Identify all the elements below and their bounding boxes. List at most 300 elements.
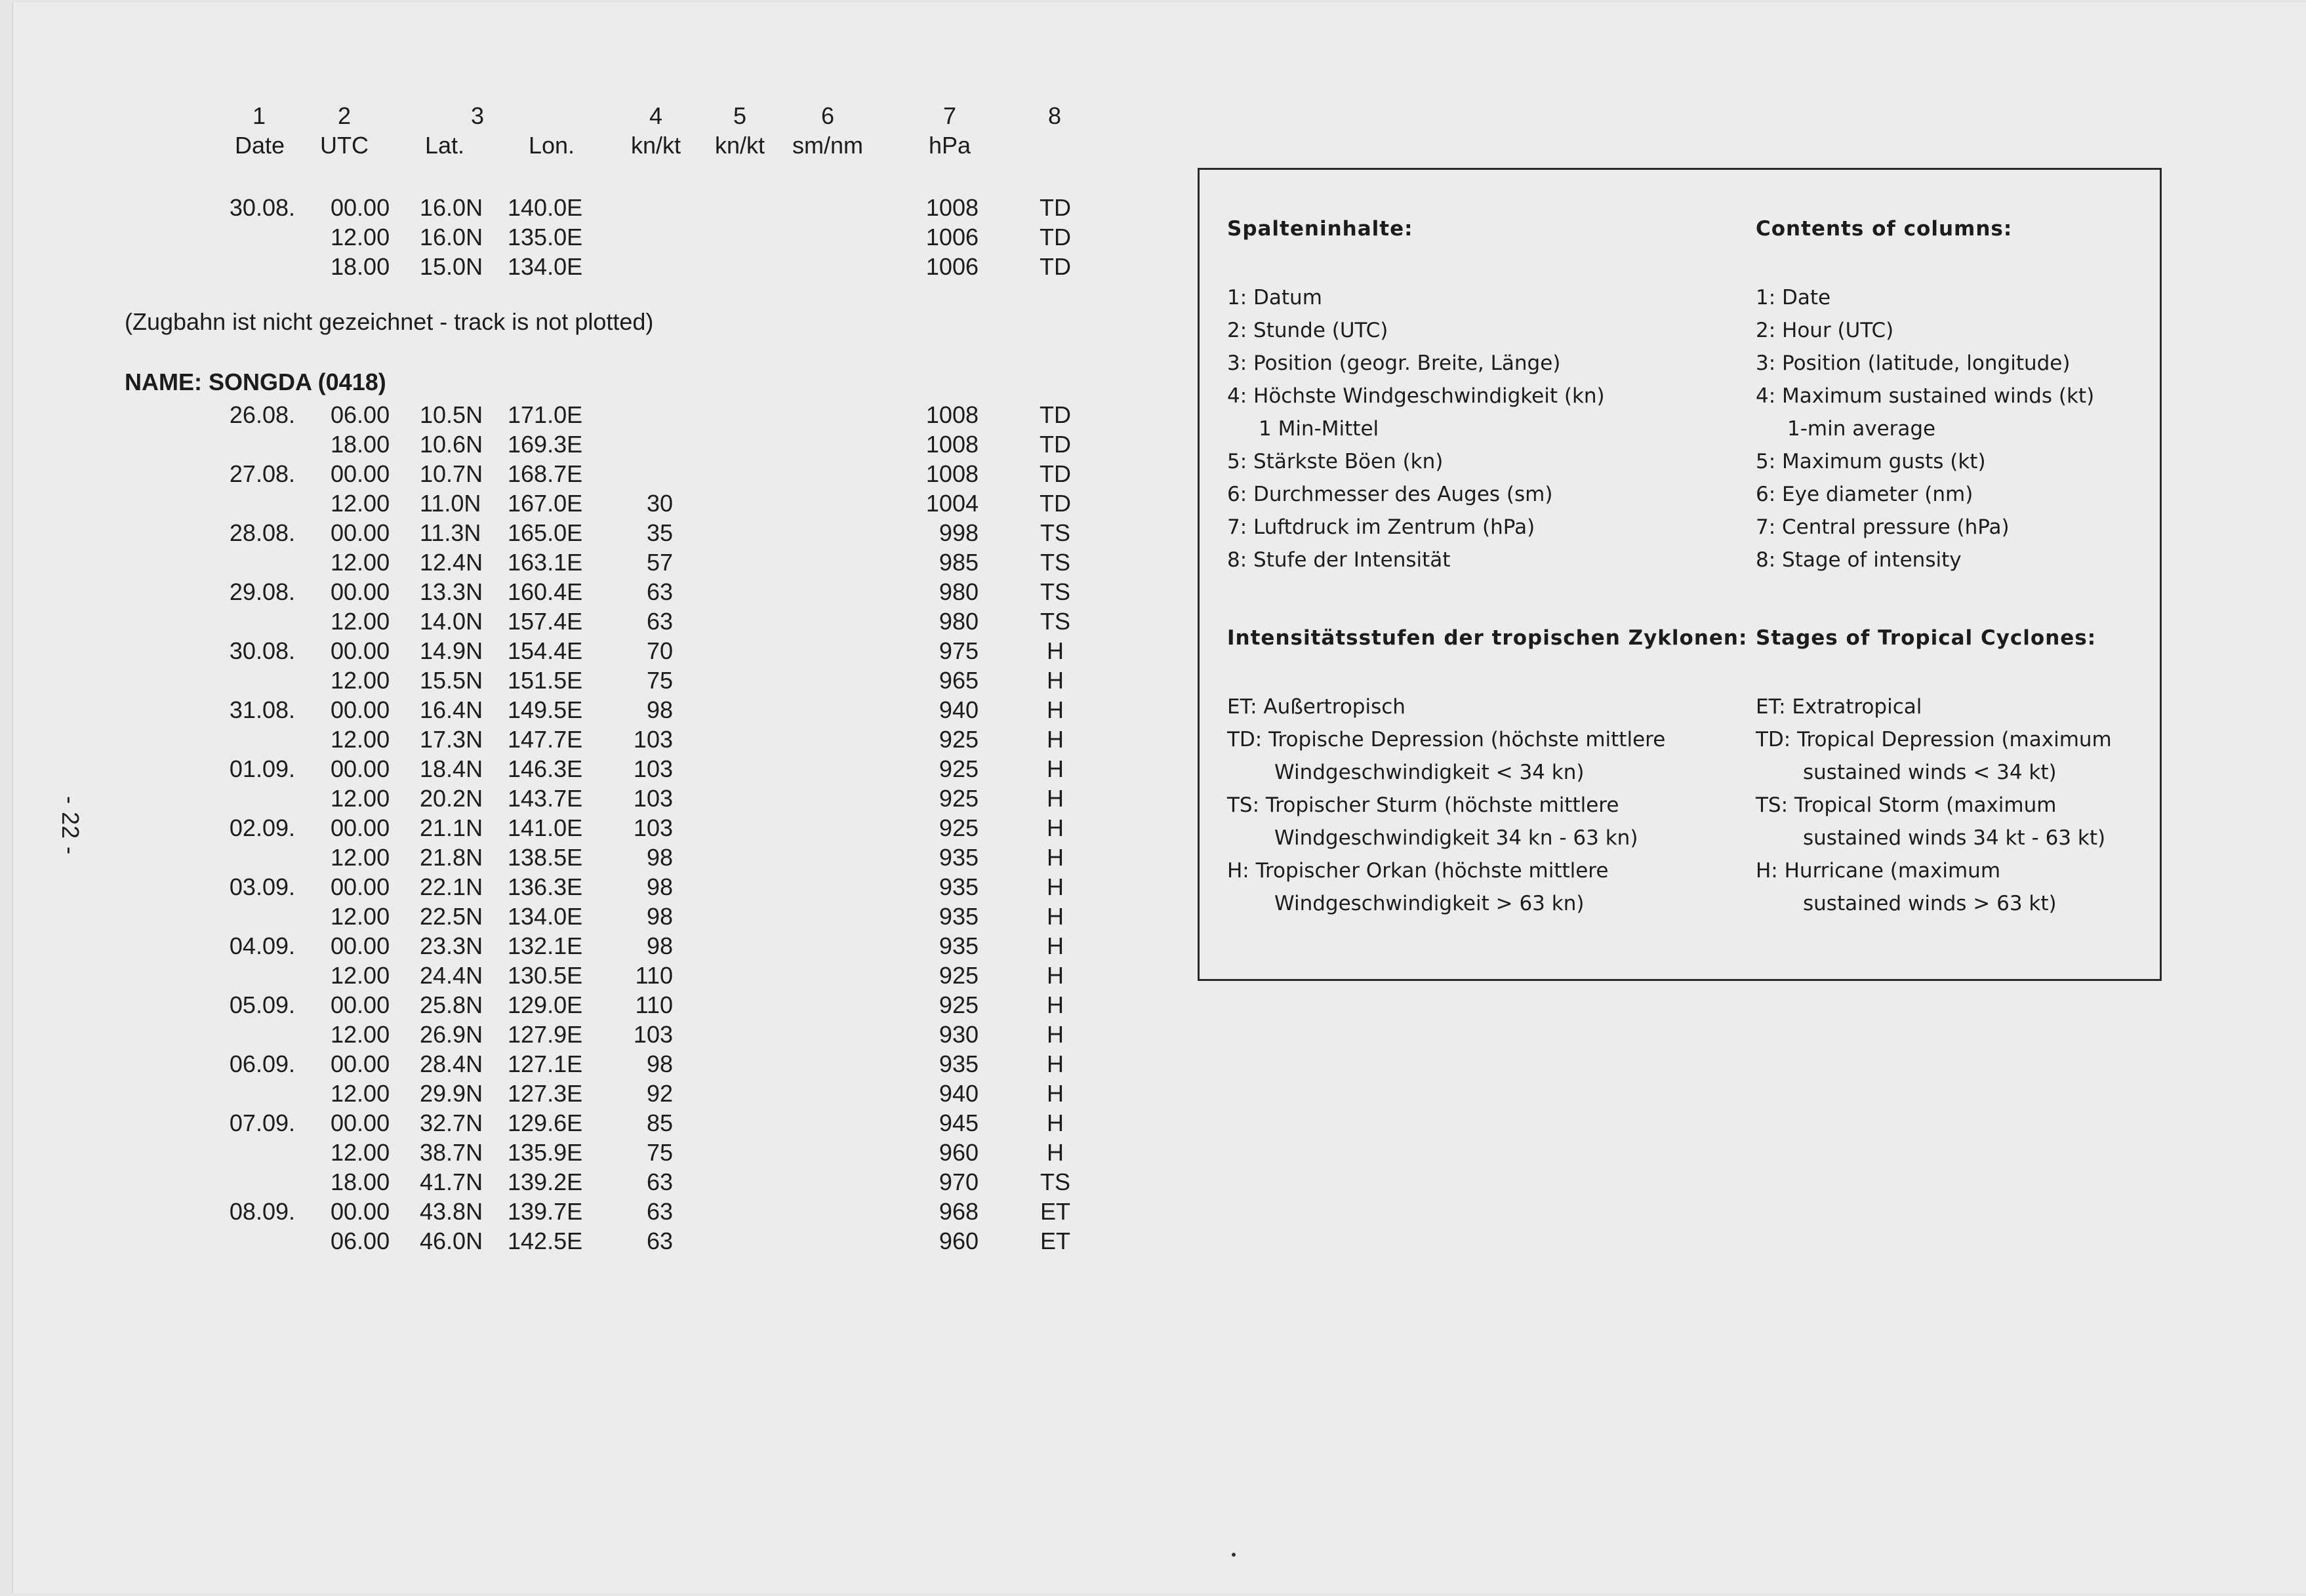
- cell-utc: 00.00: [331, 991, 390, 1018]
- cell-lon: 167.0E: [508, 490, 583, 517]
- cell-lon: 142.5E: [508, 1227, 583, 1254]
- legend-stage-line: sustained winds > 63 kt): [1803, 892, 2057, 915]
- table-row: [13, 843, 1128, 872]
- table-row: [13, 607, 1128, 636]
- cell-date: 03.09.: [229, 873, 295, 900]
- header-unit: sm/nm: [792, 132, 863, 159]
- cell-lat: 43.8N: [420, 1198, 483, 1225]
- cell-date: 27.08.: [229, 460, 295, 487]
- cell-utc: 00.00: [331, 755, 390, 782]
- cell-lon: 139.2E: [508, 1168, 583, 1195]
- cell-lat: 14.9N: [420, 637, 483, 664]
- cell-lon: 136.3E: [508, 873, 583, 900]
- cell-date: 06.09.: [229, 1050, 295, 1077]
- cell-pressure: 940: [939, 696, 979, 723]
- cell-date: 07.09.: [229, 1109, 295, 1136]
- cell-pressure: 1008: [925, 460, 979, 487]
- cell-pressure: 935: [939, 903, 979, 930]
- cell-stage: TD: [1040, 431, 1071, 458]
- cell-pressure: 925: [939, 962, 979, 989]
- cell-lat: 46.0N: [420, 1227, 483, 1254]
- header-unit: kn/kt: [714, 132, 765, 159]
- cell-wind: 103: [633, 814, 673, 841]
- header-unit-row: [13, 130, 1128, 160]
- legend-item: 2: Stunde (UTC): [1227, 319, 1388, 342]
- cell-utc: 12.00: [331, 844, 390, 871]
- table-row: [13, 1020, 1128, 1049]
- cell-date: 01.09.: [229, 755, 295, 782]
- cell-lat: 20.2N: [420, 785, 483, 812]
- table-row: [13, 577, 1128, 607]
- cell-utc: 12.00: [331, 549, 390, 576]
- table-row: [13, 193, 1128, 222]
- cell-stage: H: [1047, 1109, 1064, 1136]
- legend-stage-line: Windgeschwindigkeit < 34 kn): [1274, 761, 1585, 784]
- cell-wind: 35: [646, 519, 673, 546]
- cell-lon: 135.9E: [508, 1139, 583, 1166]
- cell-wind: 57: [646, 549, 673, 576]
- cell-date: 31.08.: [229, 696, 295, 723]
- cell-stage: TD: [1040, 490, 1071, 517]
- cell-pressure: 980: [939, 608, 979, 635]
- cell-lat: 10.5N: [420, 401, 483, 428]
- table-row: [13, 990, 1128, 1020]
- cell-pressure: 960: [939, 1139, 979, 1166]
- header-unit: UTC: [320, 132, 369, 159]
- storm-table: [13, 400, 1128, 1256]
- cell-lon: 165.0E: [508, 519, 583, 546]
- legend-item: 7: Luftdruck im Zentrum (hPa): [1227, 515, 1535, 539]
- cell-wind: 110: [635, 962, 673, 989]
- table-row: [13, 1167, 1128, 1197]
- cell-pressure: 925: [939, 814, 979, 841]
- cell-stage: H: [1047, 814, 1064, 841]
- cell-stage: TS: [1040, 608, 1070, 635]
- cell-lat: 13.3N: [420, 578, 483, 605]
- cell-date: 30.08.: [229, 637, 295, 664]
- cell-utc: 00.00: [331, 932, 390, 959]
- cell-lon: 127.3E: [508, 1080, 583, 1107]
- cell-wind: 103: [633, 755, 673, 782]
- cell-lat: 26.9N: [420, 1021, 483, 1048]
- cell-lat: 10.7N: [420, 460, 483, 487]
- cell-stage: TD: [1040, 401, 1071, 428]
- cell-lon: 140.0E: [508, 194, 583, 221]
- cell-lat: 16.0N: [420, 224, 483, 250]
- legend-stage-line: H: Hurricane (maximum: [1756, 859, 2001, 883]
- cell-date: 04.09.: [229, 932, 295, 959]
- cell-stage: H: [1047, 696, 1064, 723]
- cell-utc: 12.00: [331, 224, 390, 250]
- cell-wind: 70: [646, 637, 673, 664]
- cell-utc: 00.00: [331, 578, 390, 605]
- cell-pressure: 925: [939, 755, 979, 782]
- cell-lon: 138.5E: [508, 844, 583, 871]
- document-page: [12, 3, 2306, 1593]
- cell-lat: 38.7N: [420, 1139, 483, 1166]
- table-row: [13, 813, 1128, 843]
- cell-pressure: 935: [939, 873, 979, 900]
- cell-pressure: 1006: [925, 253, 979, 280]
- cell-utc: 00.00: [331, 460, 390, 487]
- legend-item: 2: Hour (UTC): [1756, 319, 1894, 342]
- cell-lat: 15.0N: [420, 253, 483, 280]
- cell-pressure: 940: [939, 1080, 979, 1107]
- cell-wind: 98: [646, 873, 673, 900]
- cell-lat: 18.4N: [420, 755, 483, 782]
- table-row: [13, 1226, 1128, 1256]
- cell-wind: 63: [646, 1168, 673, 1195]
- storm-name: NAME: SONGDA (0418): [125, 369, 386, 395]
- cell-lon: 129.6E: [508, 1109, 583, 1136]
- header-number: 7: [942, 102, 957, 129]
- cell-pressure: 960: [939, 1227, 979, 1254]
- cell-lat: 16.4N: [420, 696, 483, 723]
- table-row: [13, 400, 1128, 429]
- cell-stage: TD: [1040, 253, 1071, 280]
- legend-english: [1756, 217, 2112, 920]
- legend-item: 1: Datum: [1227, 286, 1322, 309]
- cell-utc: 06.00: [331, 401, 390, 428]
- cell-wind: 30: [646, 490, 673, 517]
- cell-utc: 00.00: [331, 1109, 390, 1136]
- legend-columns-heading: Contents of columns:: [1756, 217, 2013, 241]
- cell-stage: H: [1047, 1050, 1064, 1077]
- legend-stage: [1756, 690, 2112, 723]
- cell-lon: 160.4E: [508, 578, 583, 605]
- cell-stage: ET: [1040, 1198, 1070, 1225]
- cell-stage: H: [1047, 932, 1064, 959]
- cell-stage: TD: [1040, 460, 1071, 487]
- legend-item: 8: Stage of intensity: [1756, 548, 1962, 572]
- cell-utc: 12.00: [331, 667, 390, 694]
- cell-pressure: 980: [939, 578, 979, 605]
- cell-utc: 00.00: [331, 1198, 390, 1225]
- legend-item: 4: Höchste Windgeschwindigkeit (kn): [1227, 384, 1605, 408]
- cell-wind: 63: [646, 1227, 673, 1254]
- cell-lon: 147.7E: [508, 726, 583, 753]
- cell-stage: ET: [1040, 1227, 1070, 1254]
- cell-pressure: 1006: [925, 224, 979, 250]
- cell-utc: 12.00: [331, 1021, 390, 1048]
- cell-lat: 21.8N: [420, 844, 483, 871]
- cell-stage: TS: [1040, 578, 1070, 605]
- cell-pressure: 968: [939, 1198, 979, 1225]
- legend-box: [1198, 168, 2162, 981]
- header-number: 4: [649, 102, 663, 129]
- cell-lon: 171.0E: [508, 401, 583, 428]
- cell-lat: 32.7N: [420, 1109, 483, 1136]
- table-row: [13, 1108, 1128, 1138]
- header-number: 1: [252, 102, 266, 129]
- cell-lon: 129.0E: [508, 991, 583, 1018]
- cell-pressure: 945: [939, 1109, 979, 1136]
- legend-stage-line: TD: Tropical Depression (maximum: [1756, 728, 2112, 751]
- cell-lat: 23.3N: [420, 932, 483, 959]
- legend-item: 3: Position (latitude, longitude): [1756, 351, 2071, 375]
- cell-lon: 149.5E: [508, 696, 583, 723]
- cell-lon: 134.0E: [508, 253, 583, 280]
- cell-wind: 63: [646, 608, 673, 635]
- table-row: [13, 252, 1128, 281]
- cell-lon: 141.0E: [508, 814, 583, 841]
- table-row: [13, 1138, 1128, 1167]
- cell-stage: H: [1047, 1021, 1064, 1048]
- track-note: (Zugbahn ist nicht gezeichnet - track is not plotted): [125, 308, 654, 335]
- cell-wind: 98: [646, 844, 673, 871]
- cell-utc: 12.00: [331, 726, 390, 753]
- table-row: [13, 429, 1128, 459]
- table-row: [13, 518, 1128, 548]
- cell-utc: 12.00: [331, 490, 390, 517]
- legend-item: 5: Maximum gusts (kt): [1756, 450, 1986, 473]
- cell-wind: 103: [633, 1021, 673, 1048]
- cell-stage: H: [1047, 1139, 1064, 1166]
- cell-lat: 22.5N: [420, 903, 483, 930]
- table-row: [13, 1049, 1128, 1079]
- legend-item: 4: Maximum sustained winds (kt): [1756, 384, 2095, 408]
- cell-lat: 17.3N: [420, 726, 483, 753]
- cell-lat: 15.5N: [420, 667, 483, 694]
- cell-stage: H: [1047, 755, 1064, 782]
- cell-lat: 12.4N: [420, 549, 483, 576]
- cell-pressure: 930: [939, 1021, 979, 1048]
- legend-stage: [1227, 690, 1747, 723]
- table-row: [13, 666, 1128, 695]
- cell-wind: 75: [646, 1139, 673, 1166]
- header-number: 2: [337, 102, 352, 129]
- cell-pressure: 975: [939, 637, 979, 664]
- cell-lon: 130.5E: [508, 962, 583, 989]
- cell-date: 28.08.: [229, 519, 295, 546]
- table-row: [13, 931, 1128, 961]
- legend-stage-line: H: Tropischer Orkan (höchste mittlere: [1227, 859, 1609, 883]
- cell-date: 02.09.: [229, 814, 295, 841]
- cell-lat: 29.9N: [420, 1080, 483, 1107]
- cell-utc: 06.00: [331, 1227, 390, 1254]
- cell-utc: 00.00: [331, 519, 390, 546]
- legend-german: [1227, 217, 1747, 920]
- table-row: [13, 695, 1128, 725]
- legend-stage-line: ET: Extratropical: [1756, 695, 1922, 719]
- legend-stage-line: TS: Tropical Storm (maximum: [1756, 793, 2057, 817]
- cell-wind: 103: [633, 785, 673, 812]
- table-row: [13, 725, 1128, 754]
- legend-stage-line: ET: Außertropisch: [1227, 695, 1406, 719]
- cell-stage: H: [1047, 667, 1064, 694]
- cell-lon: 132.1E: [508, 932, 583, 959]
- cell-lat: 25.8N: [420, 991, 483, 1018]
- cell-lat: 11.0N: [420, 490, 481, 517]
- cell-lat: 28.4N: [420, 1050, 483, 1077]
- stray-dot: [1232, 1553, 1236, 1557]
- cell-pressure: 935: [939, 932, 979, 959]
- table-row: [13, 459, 1128, 489]
- legend-item: 6: Eye diameter (nm): [1756, 483, 1973, 506]
- cell-stage: TS: [1040, 549, 1070, 576]
- cell-lat: 24.4N: [420, 962, 483, 989]
- table-header: [13, 101, 1128, 160]
- cell-stage: TD: [1040, 194, 1071, 221]
- legend-item: 1: Date: [1756, 286, 1831, 309]
- cell-pressure: 935: [939, 1050, 979, 1077]
- legend-stage: [1227, 789, 1747, 854]
- legend-stage-line: TS: Tropischer Sturm (höchste mittlere: [1227, 793, 1619, 817]
- cell-lon: 168.7E: [508, 460, 583, 487]
- cell-lon: 154.4E: [508, 637, 583, 664]
- cell-utc: 12.00: [331, 962, 390, 989]
- cell-utc: 18.00: [331, 1168, 390, 1195]
- cell-lat: 22.1N: [420, 873, 483, 900]
- cell-pressure: 965: [939, 667, 979, 694]
- header-unit: Lon.: [528, 132, 575, 159]
- cell-stage: H: [1047, 844, 1064, 871]
- header-number: 5: [733, 102, 747, 129]
- cell-date: 30.08.: [229, 194, 295, 221]
- cell-lon: 134.0E: [508, 903, 583, 930]
- cell-utc: 00.00: [331, 637, 390, 664]
- legend-item: 5: Stärkste Böen (kn): [1227, 450, 1444, 473]
- cell-wind: 98: [646, 696, 673, 723]
- legend-item: 8: Stufe der Intensität: [1227, 548, 1451, 572]
- cell-lat: 16.0N: [420, 194, 483, 221]
- cell-stage: H: [1047, 873, 1064, 900]
- cell-pressure: 925: [939, 991, 979, 1018]
- cell-stage: H: [1047, 637, 1064, 664]
- cell-lon: 169.3E: [508, 431, 583, 458]
- table-row: [13, 961, 1128, 990]
- header-number: 3: [470, 102, 485, 129]
- cell-lon: 163.1E: [508, 549, 583, 576]
- cell-stage: TS: [1040, 519, 1070, 546]
- legend-stage: [1227, 723, 1747, 789]
- cell-utc: 12.00: [331, 1139, 390, 1166]
- cell-utc: 12.00: [331, 608, 390, 635]
- cell-date: 26.08.: [229, 401, 295, 428]
- page-number: - 22 -: [57, 796, 84, 856]
- cell-wind: 103: [633, 726, 673, 753]
- table-row: [13, 636, 1128, 666]
- legend-stage: [1227, 854, 1747, 920]
- table-row: [13, 902, 1128, 931]
- cell-stage: H: [1047, 991, 1064, 1018]
- cell-pressure: 935: [939, 844, 979, 871]
- cell-wind: 63: [646, 1198, 673, 1225]
- cell-utc: 12.00: [331, 1080, 390, 1107]
- legend-item: 6: Durchmesser des Auges (sm): [1227, 483, 1553, 506]
- legend-item: 1-min average: [1787, 417, 1936, 441]
- cell-lon: 143.7E: [508, 785, 583, 812]
- cell-pressure: 1004: [925, 490, 979, 517]
- cell-pressure: 970: [939, 1168, 979, 1195]
- legend-stage: [1756, 854, 2112, 920]
- cell-stage: H: [1047, 903, 1064, 930]
- table-row: [13, 754, 1128, 784]
- legend-stage-line: TD: Tropische Depression (höchste mittlere: [1227, 728, 1666, 751]
- legend-columns-heading: Spalteninhalte:: [1227, 217, 1413, 241]
- cell-pressure: 1008: [925, 401, 979, 428]
- legend-item: 7: Central pressure (hPa): [1756, 515, 2010, 539]
- table-row: [13, 784, 1128, 813]
- cell-lat: 21.1N: [420, 814, 483, 841]
- cell-lon: 127.9E: [508, 1021, 583, 1048]
- cell-lat: 14.0N: [420, 608, 483, 635]
- cell-lon: 146.3E: [508, 755, 583, 782]
- cell-utc: 18.00: [331, 431, 390, 458]
- legend-stage: [1756, 789, 2112, 854]
- cell-lon: 151.5E: [508, 667, 583, 694]
- cell-utc: 12.00: [331, 903, 390, 930]
- cell-lon: 135.0E: [508, 224, 583, 250]
- cell-stage: H: [1047, 726, 1064, 753]
- cell-utc: 00.00: [331, 814, 390, 841]
- cell-stage: H: [1047, 962, 1064, 989]
- cell-utc: 00.00: [331, 1050, 390, 1077]
- table-row: [13, 222, 1128, 252]
- table-row: [13, 548, 1128, 577]
- header-number: 6: [820, 102, 835, 129]
- cell-pressure: 1008: [925, 194, 979, 221]
- cell-utc: 00.00: [331, 194, 390, 221]
- header-number: 8: [1047, 102, 1062, 129]
- cell-lon: 127.1E: [508, 1050, 583, 1077]
- legend-stage-line: sustained winds < 34 kt): [1803, 761, 2057, 784]
- legend-stages-heading: Intensitätsstufen der tropischen Zyklonen:: [1227, 626, 1748, 650]
- header-unit: hPa: [928, 132, 971, 159]
- cell-lon: 157.4E: [508, 608, 583, 635]
- cell-wind: 92: [646, 1080, 673, 1107]
- cell-stage: TD: [1040, 224, 1071, 250]
- legend-stage-line: sustained winds 34 kt - 63 kt): [1803, 826, 2106, 850]
- cell-utc: 00.00: [331, 873, 390, 900]
- legend-stage-line: Windgeschwindigkeit 34 kn - 63 kn): [1274, 826, 1638, 850]
- table-row: [13, 872, 1128, 902]
- cell-date: 05.09.: [229, 991, 295, 1018]
- cell-lat: 41.7N: [420, 1168, 483, 1195]
- cell-utc: 12.00: [331, 785, 390, 812]
- cell-pressure: 985: [939, 549, 979, 576]
- cell-lat: 11.3N: [420, 519, 481, 546]
- legend-stage-line: Windgeschwindigkeit > 63 kn): [1274, 892, 1585, 915]
- header-number-row: [13, 101, 1128, 130]
- cell-wind: 110: [635, 991, 673, 1018]
- cell-utc: 18.00: [331, 253, 390, 280]
- cell-wind: 98: [646, 903, 673, 930]
- cell-utc: 00.00: [331, 696, 390, 723]
- cell-pressure: 1008: [925, 431, 979, 458]
- cell-wind: 98: [646, 932, 673, 959]
- cell-lon: 139.7E: [508, 1198, 583, 1225]
- cell-pressure: 925: [939, 785, 979, 812]
- legend-item: 3: Position (geogr. Breite, Länge): [1227, 351, 1561, 375]
- cell-pressure: 998: [939, 519, 979, 546]
- header-unit: kn/kt: [630, 132, 681, 159]
- cell-date: 29.08.: [229, 578, 295, 605]
- table-row: [13, 489, 1128, 518]
- table-row: [13, 1197, 1128, 1226]
- cell-stage: H: [1047, 785, 1064, 812]
- cell-wind: 98: [646, 1050, 673, 1077]
- header-unit: Lat.: [424, 132, 465, 159]
- cell-wind: 63: [646, 578, 673, 605]
- table-row: [13, 1079, 1128, 1108]
- previous-storm-table: [13, 193, 1128, 281]
- cell-date: 08.09.: [229, 1198, 295, 1225]
- cell-pressure: 925: [939, 726, 979, 753]
- cell-stage: TS: [1040, 1168, 1070, 1195]
- legend-item: 1 Min-Mittel: [1259, 417, 1379, 441]
- legend-stages-heading: Stages of Tropical Cyclones:: [1756, 626, 2097, 650]
